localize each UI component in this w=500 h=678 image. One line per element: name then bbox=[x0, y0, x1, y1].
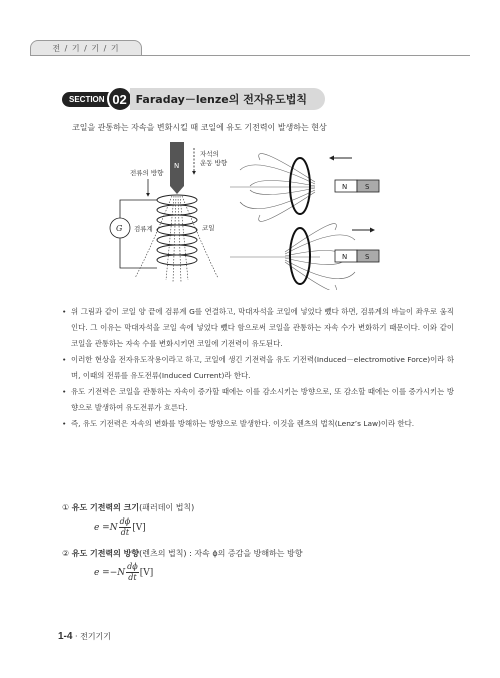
coil-diagram bbox=[110, 142, 228, 282]
loop-diagram-top bbox=[230, 154, 379, 222]
formula-lenz: e = − N $\frac{d\phi}{dt}$ [V] bbox=[94, 562, 154, 582]
intro-text: 코일을 관통하는 자속을 변화시킬 때 코일에 유도 기전력이 발생하는 현상 bbox=[72, 123, 327, 132]
bullet-item: • 즉, 유도 기전력은 자속의 변화를 방해하는 방향으로 발생한다. 이것을 렌츠의 법칙(Lenz’s Law)이라 한다. bbox=[62, 419, 415, 428]
book-title: 전기기기 bbox=[80, 632, 112, 641]
field-lines bbox=[135, 196, 218, 282]
bullet-item: • 유도 기전력은 코일을 관통하는 자속이 증가할 때에는 이를 감소시키는 방향으로, 또 감소할 때에는 이를 증가시키는 방향으로 발생하여 유도전류가 흐른다. bbox=[62, 387, 454, 412]
bar-magnet-2-n: N bbox=[342, 253, 348, 261]
item-magnitude: ① 유도 기전력의 크기(패러데이 법칙) bbox=[62, 503, 195, 512]
page-number: 1-4 bbox=[58, 631, 73, 642]
conductor-loop bbox=[290, 158, 310, 214]
magnet-n-label: N bbox=[174, 162, 180, 170]
bullet-item: • 위 그림과 같이 코일 양 끝에 검류계 G를 연결하고, 막대자석을 코일에 넣었다 뺐다 하면, 검류계의 바늘이 좌우로 움직인다. 그 이유는 막대자석을 코일 속에 넣었다 뺐다 함으로써 코일을 관통하는 자속 수가 변화하기 때문이다. 이와 같이 코일을 관통하는 자속 수를 변화시키면 코일에 기전력이 유도된다. bbox=[62, 307, 454, 348]
section-title: Faraday－lenze의 전자유도법칙 bbox=[130, 88, 325, 110]
conductor-loop-2 bbox=[290, 228, 310, 284]
induction-figure bbox=[90, 140, 400, 290]
bar-magnet-1-s: S bbox=[365, 183, 370, 191]
formula-faraday: e = N $\frac{d\phi}{dt}$ [V] bbox=[94, 517, 146, 537]
header-rule bbox=[30, 55, 470, 56]
field-lines-top bbox=[230, 154, 315, 222]
galvanometer-symbol: G bbox=[116, 224, 123, 233]
bar-magnet-2-s: S bbox=[365, 253, 370, 261]
bar-magnet-1-n: N bbox=[342, 183, 348, 191]
page-footer: 1-4 · 전기기기 bbox=[58, 631, 112, 642]
chapter-tab: 전 / 기 / 기 / 기 bbox=[30, 40, 142, 56]
galvanometer-label: 검류계 bbox=[134, 225, 153, 233]
section-label: SECTION bbox=[62, 92, 111, 107]
current-direction-label: 전류의 방향 bbox=[130, 169, 164, 177]
magnet-tip bbox=[170, 186, 184, 194]
coil-label: 코일 bbox=[202, 224, 215, 232]
coil bbox=[157, 195, 197, 265]
bullet-list bbox=[62, 304, 454, 432]
loop-diagram-bottom bbox=[230, 224, 379, 290]
motion-label-1: 자석의 bbox=[200, 150, 219, 158]
section-number: 02 bbox=[107, 86, 133, 112]
section-heading bbox=[62, 86, 325, 112]
item-direction: ② 유도 기전력의 방향(렌츠의 법칙) : 자속 ϕ의 증감을 방해하는 방향 bbox=[62, 549, 303, 558]
bullet-item: • 이러한 현상을 전자유도작용이라고 하고, 코일에 생긴 기전력을 유도 기전력(Induced－electromotive Force)이라 하며, 이때의 전류를 유도전류(Induced Current)라 한다. bbox=[62, 355, 454, 380]
motion-label-2: 운동 방향 bbox=[200, 159, 228, 167]
